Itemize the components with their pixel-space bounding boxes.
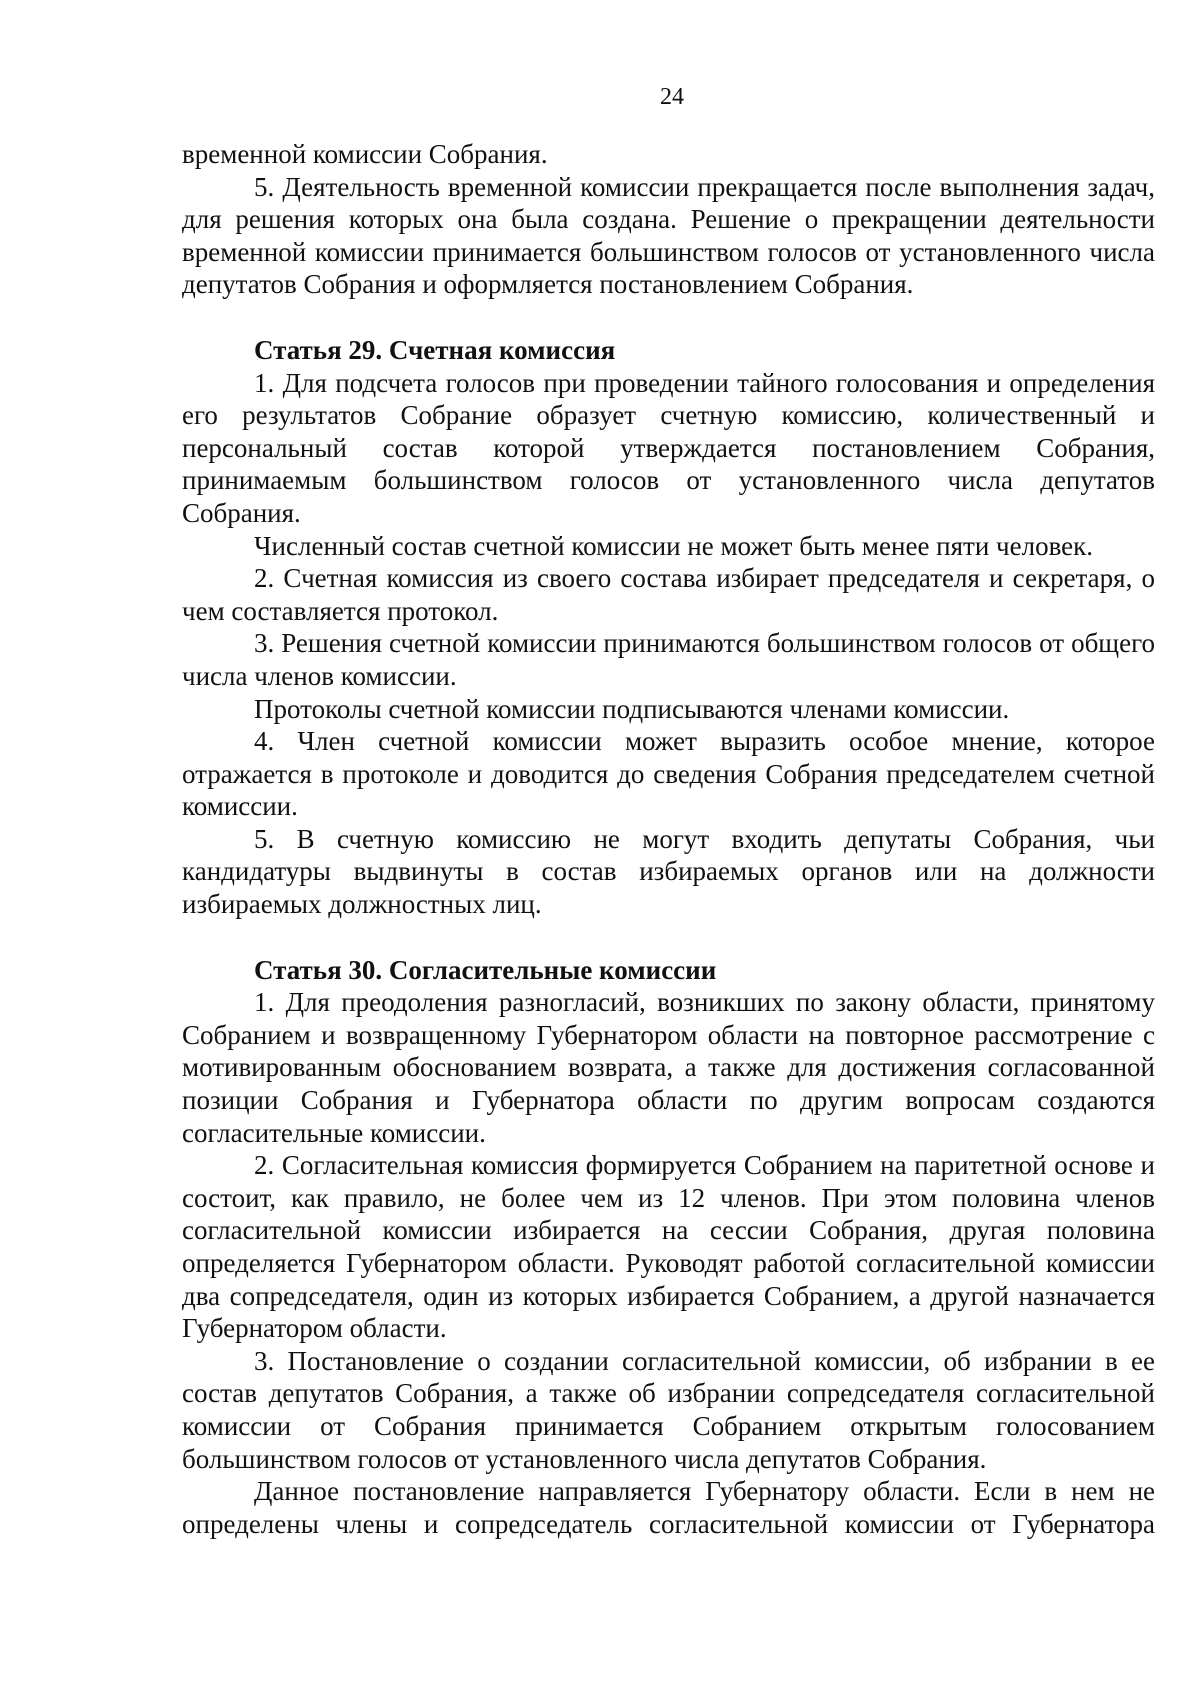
article-30-paragraph: 1. Для преодоления разногласий, возникших по закону области, принятому Собранием и возвращенному Губернатором области на повторное рассмотрение с мотивированным обоснованием возврата, а также для достижения согласованной позиции Собрания и Губернатора области по другим вопросам создаются согласительные комиссии. <box>182 987 1155 1148</box>
page-body <box>182 138 1155 1540</box>
article-29-paragraph: 1. Для подсчета голосов при проведении тайного голосования и определения его результатов Собрание образует счетную комиссию, количественный и персональный состав которой утверждается постановлением Собрания, принимаемым большинством голосов от установленного числа депутатов Собрания. <box>182 367 1155 528</box>
section-gap <box>182 301 1155 334</box>
section-gap <box>182 921 1155 954</box>
article-29-paragraph: 3. Решения счетной комиссии принимаются большинством голосов от общего числа членов комиссии. <box>182 628 1155 691</box>
article-29-heading: Статья 29. Счетная комиссия <box>254 334 616 365</box>
paragraph-temp-commission-5: 5. Деятельность временной комиссии прекращается после выполнения задач, для решения которых она была создана. Решение о прекращении деятельности временной комиссии принимается большинством голосов от установленного числа депутатов Собрания и оформляется постановлением Собрания. <box>182 171 1155 300</box>
article-30-paragraph: Данное постановление направляется Губернатору области. Если в нем не определены члены и сопредседатель согласительной комиссии от Губернатора <box>182 1476 1155 1539</box>
article-30-paragraph: 2. Согласительная комиссия формируется Собранием на паритетной основе и состоит, как правило, не более чем из 12 членов. При этом половина членов согласительной комиссии избирается на сессии Собрания, другая половина определяется Губернатором области. Руководят работой согласительной комиссии два сопредседателя, один из которых избирается Собранием, а другой назначается Губернатором области. <box>182 1150 1155 1344</box>
article-30-paragraph: 3. Постановление о создании согласительной комиссии, об избрании в ее состав депутатов Собрания, а также об избрании сопредседателя согласительной комиссии от Собрания принимается Собранием открытым голосованием большинством голосов от установленного числа депутатов Собрания. <box>182 1345 1155 1474</box>
article-29-paragraph: 2. Счетная комиссия из своего состава избирает председателя и секретаря, о чем составляется протокол. <box>182 563 1155 626</box>
article-29-paragraph: Протоколы счетной комиссии подписываются членами комиссии. <box>254 693 1010 724</box>
paragraph-intro: временной комиссии Собрания. <box>182 139 548 169</box>
article-30-heading: Статья 30. Согласительные комиссии <box>254 954 717 985</box>
article-29-paragraph: 4. Член счетной комиссии может выразить особое мнение, которое отражается в протоколе и доводится до сведения Собрания председателем счетной комиссии. <box>182 726 1155 822</box>
article-29-paragraph: 5. В счетную комиссию не могут входить депутаты Собрания, чьи кандидатуры выдвинуты в состав избираемых органов или на должности избираемых должностных лиц. <box>182 823 1155 920</box>
article-29-paragraph: Численный состав счетной комиссии не может быть менее пяти человек. <box>254 530 1094 561</box>
page-number: 24 <box>660 84 684 110</box>
